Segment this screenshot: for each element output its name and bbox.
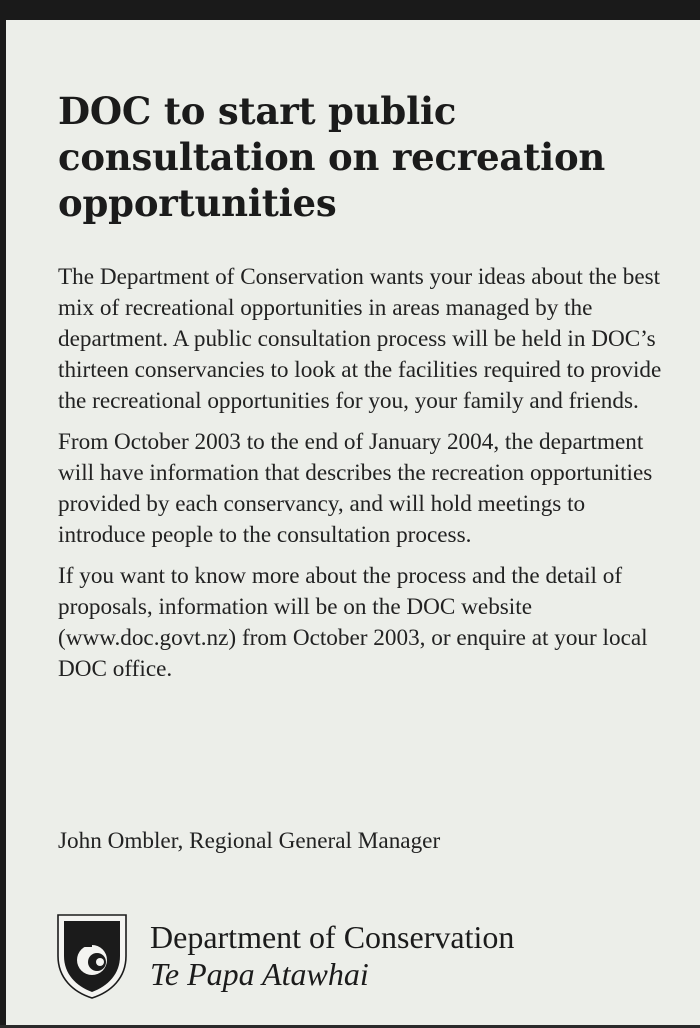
- top-border: [0, 0, 700, 20]
- paragraph-more-info: If you want to know more about the process and the detail of proposals, information will be on the DOC website (www.doc.govt.nz) from October 2003, or enquire at your local DOC office.: [58, 563, 648, 682]
- paragraph-schedule: From October 2003 to the end of January 2004, the department will have information that describes the recreation opportunities provided by each conservancy, and will hold meetings to introduce people to the consultation process.: [58, 429, 653, 548]
- signature: John Ombler, Regional General Manager: [58, 828, 441, 854]
- organisation-name: [150, 918, 514, 992]
- doc-koru-shield-icon: [55, 912, 129, 1000]
- paragraph-intro: The Department of Conservation wants your ideas about the best mix of recreational opportunities in areas managed by the department. A public consultation process will be held in DOC’s thirteen conservancies to look at the facilities required to provide the recreational opportunities for you, your family and friends.: [58, 264, 662, 414]
- org-name-maori: Te Papa Atawhai: [150, 956, 369, 992]
- article-body: [58, 262, 670, 695]
- left-border: [0, 0, 6, 1028]
- org-name-english: Department of Conservation: [150, 919, 515, 955]
- headline: DOC to start public consultation on recreation opportunities: [58, 89, 606, 225]
